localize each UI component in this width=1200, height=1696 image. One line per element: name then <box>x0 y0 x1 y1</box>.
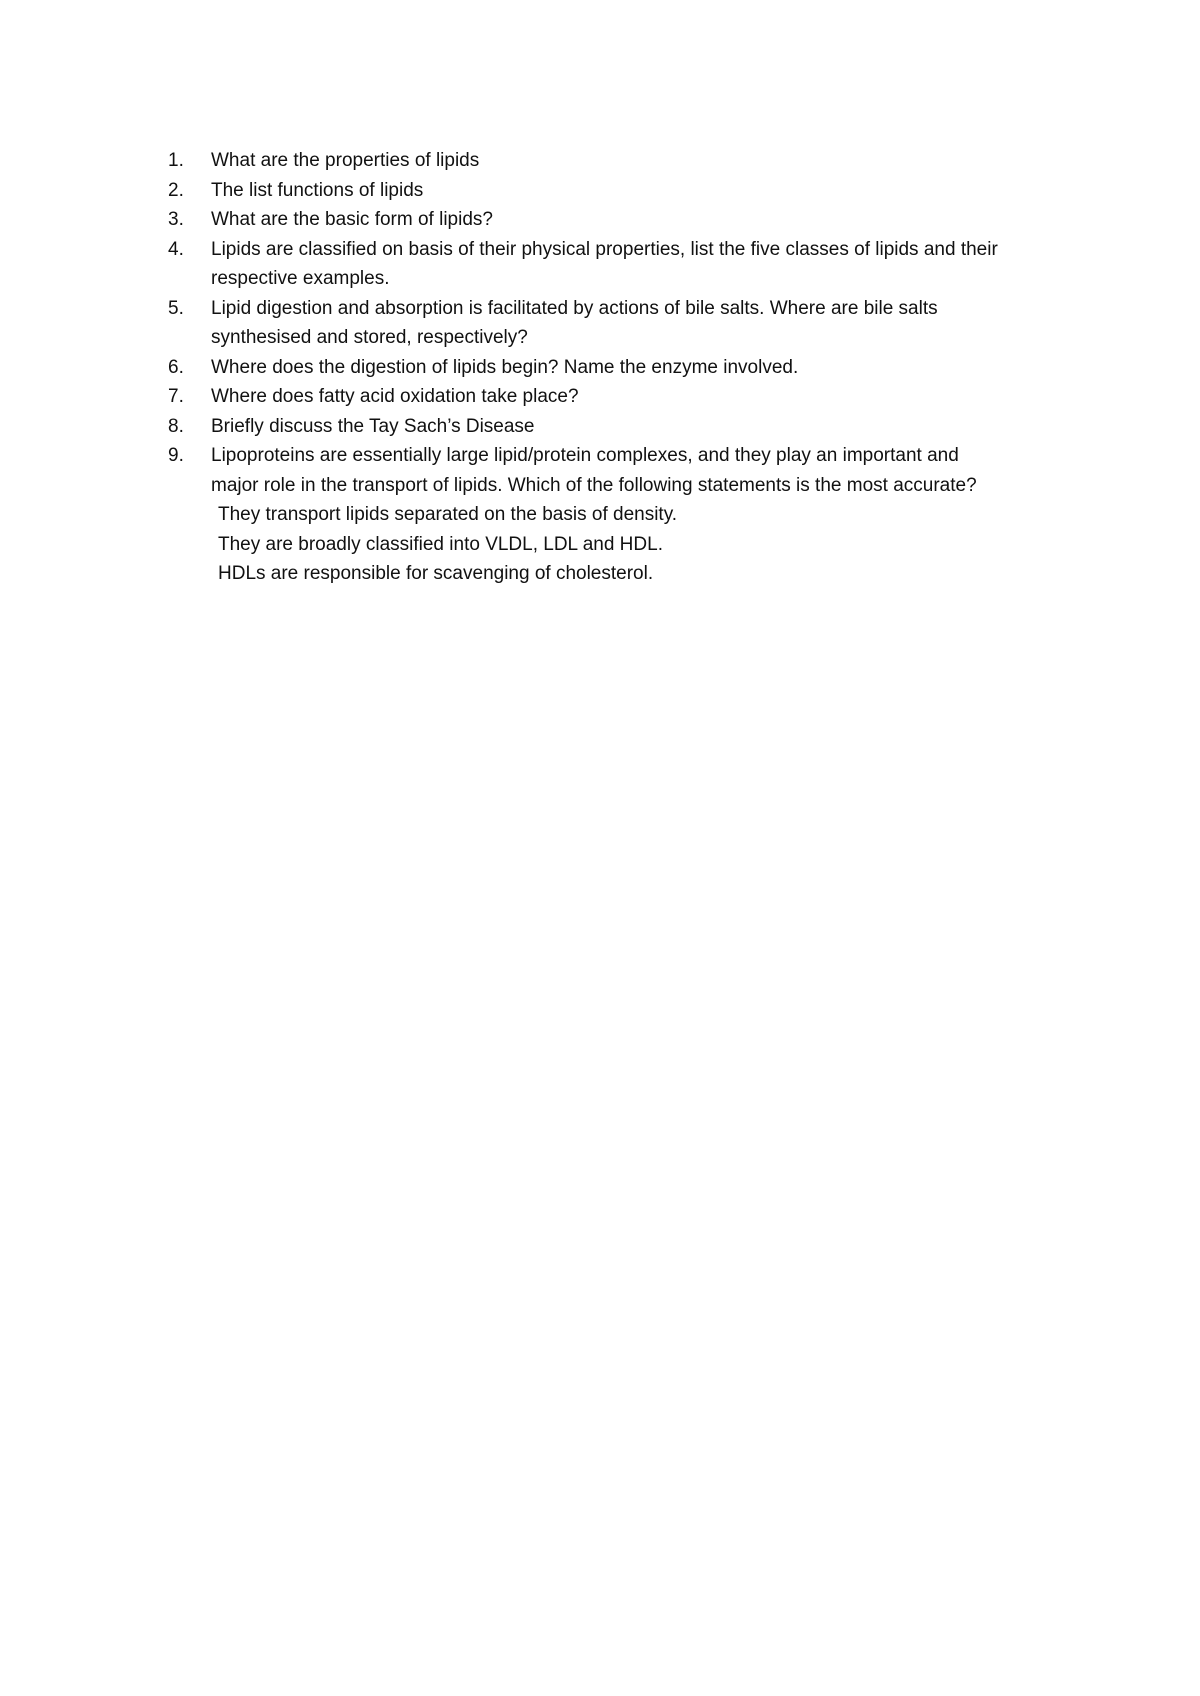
question-number: 1. <box>168 150 184 171</box>
question-text <box>211 353 1068 383</box>
question-text <box>211 294 1068 353</box>
question-number: 4. <box>168 238 184 260</box>
question-line: respective examples. <box>211 268 390 289</box>
question-line: synthesised and stored, respectively? <box>211 327 528 348</box>
question-line: The list functions of lipids <box>211 179 424 201</box>
question-list <box>168 146 1068 589</box>
question-item <box>168 382 1068 412</box>
question-text <box>211 441 1068 589</box>
question-line: Briefly discuss the Tay Sach’s Disease <box>211 415 535 437</box>
question-line: Where does the digestion of lipids begin? Name the enzyme involved. <box>211 356 799 378</box>
question-line: major role in the transport of lipids. Which of the following statements is the most accurate? <box>211 474 977 496</box>
question-text <box>211 205 1068 235</box>
answer-options <box>211 500 1068 589</box>
question-text <box>211 235 1068 294</box>
question-item <box>168 235 1068 294</box>
question-line: Lipids are classified on basis of their physical properties, list the five classes of lipids and their <box>211 238 998 260</box>
question-item <box>168 412 1068 442</box>
question-text <box>211 382 1068 412</box>
question-text <box>211 176 1068 206</box>
question-text <box>211 146 1068 176</box>
question-item <box>168 176 1068 206</box>
answer-option: They transport lipids separated on the basis of density. <box>218 504 678 525</box>
question-item <box>168 294 1068 353</box>
question-item <box>168 441 1068 589</box>
question-number: 3. <box>168 209 184 230</box>
question-number: 6. <box>168 356 184 378</box>
question-item <box>168 205 1068 235</box>
question-number: 2. <box>168 179 184 201</box>
question-number: 5. <box>168 297 184 319</box>
question-line: Lipid digestion and absorption is facilitated by actions of bile salts. Where are bile salts <box>211 297 938 319</box>
question-number: 8. <box>168 415 184 437</box>
question-text <box>211 412 1068 442</box>
question-number: 7. <box>168 386 184 407</box>
answer-option: HDLs are responsible for scavenging of cholesterol. <box>218 563 654 584</box>
question-line: What are the properties of lipids <box>211 150 480 171</box>
answer-option: They are broadly classified into VLDL, LDL and HDL. <box>218 533 663 555</box>
question-line: What are the basic form of lipids? <box>211 209 493 230</box>
question-item <box>168 146 1068 176</box>
question-line: Lipoproteins are essentially large lipid/protein complexes, and they play an important and <box>211 445 959 466</box>
question-line: Where does fatty acid oxidation take place? <box>211 386 579 407</box>
question-number: 9. <box>168 445 184 466</box>
question-item <box>168 353 1068 383</box>
